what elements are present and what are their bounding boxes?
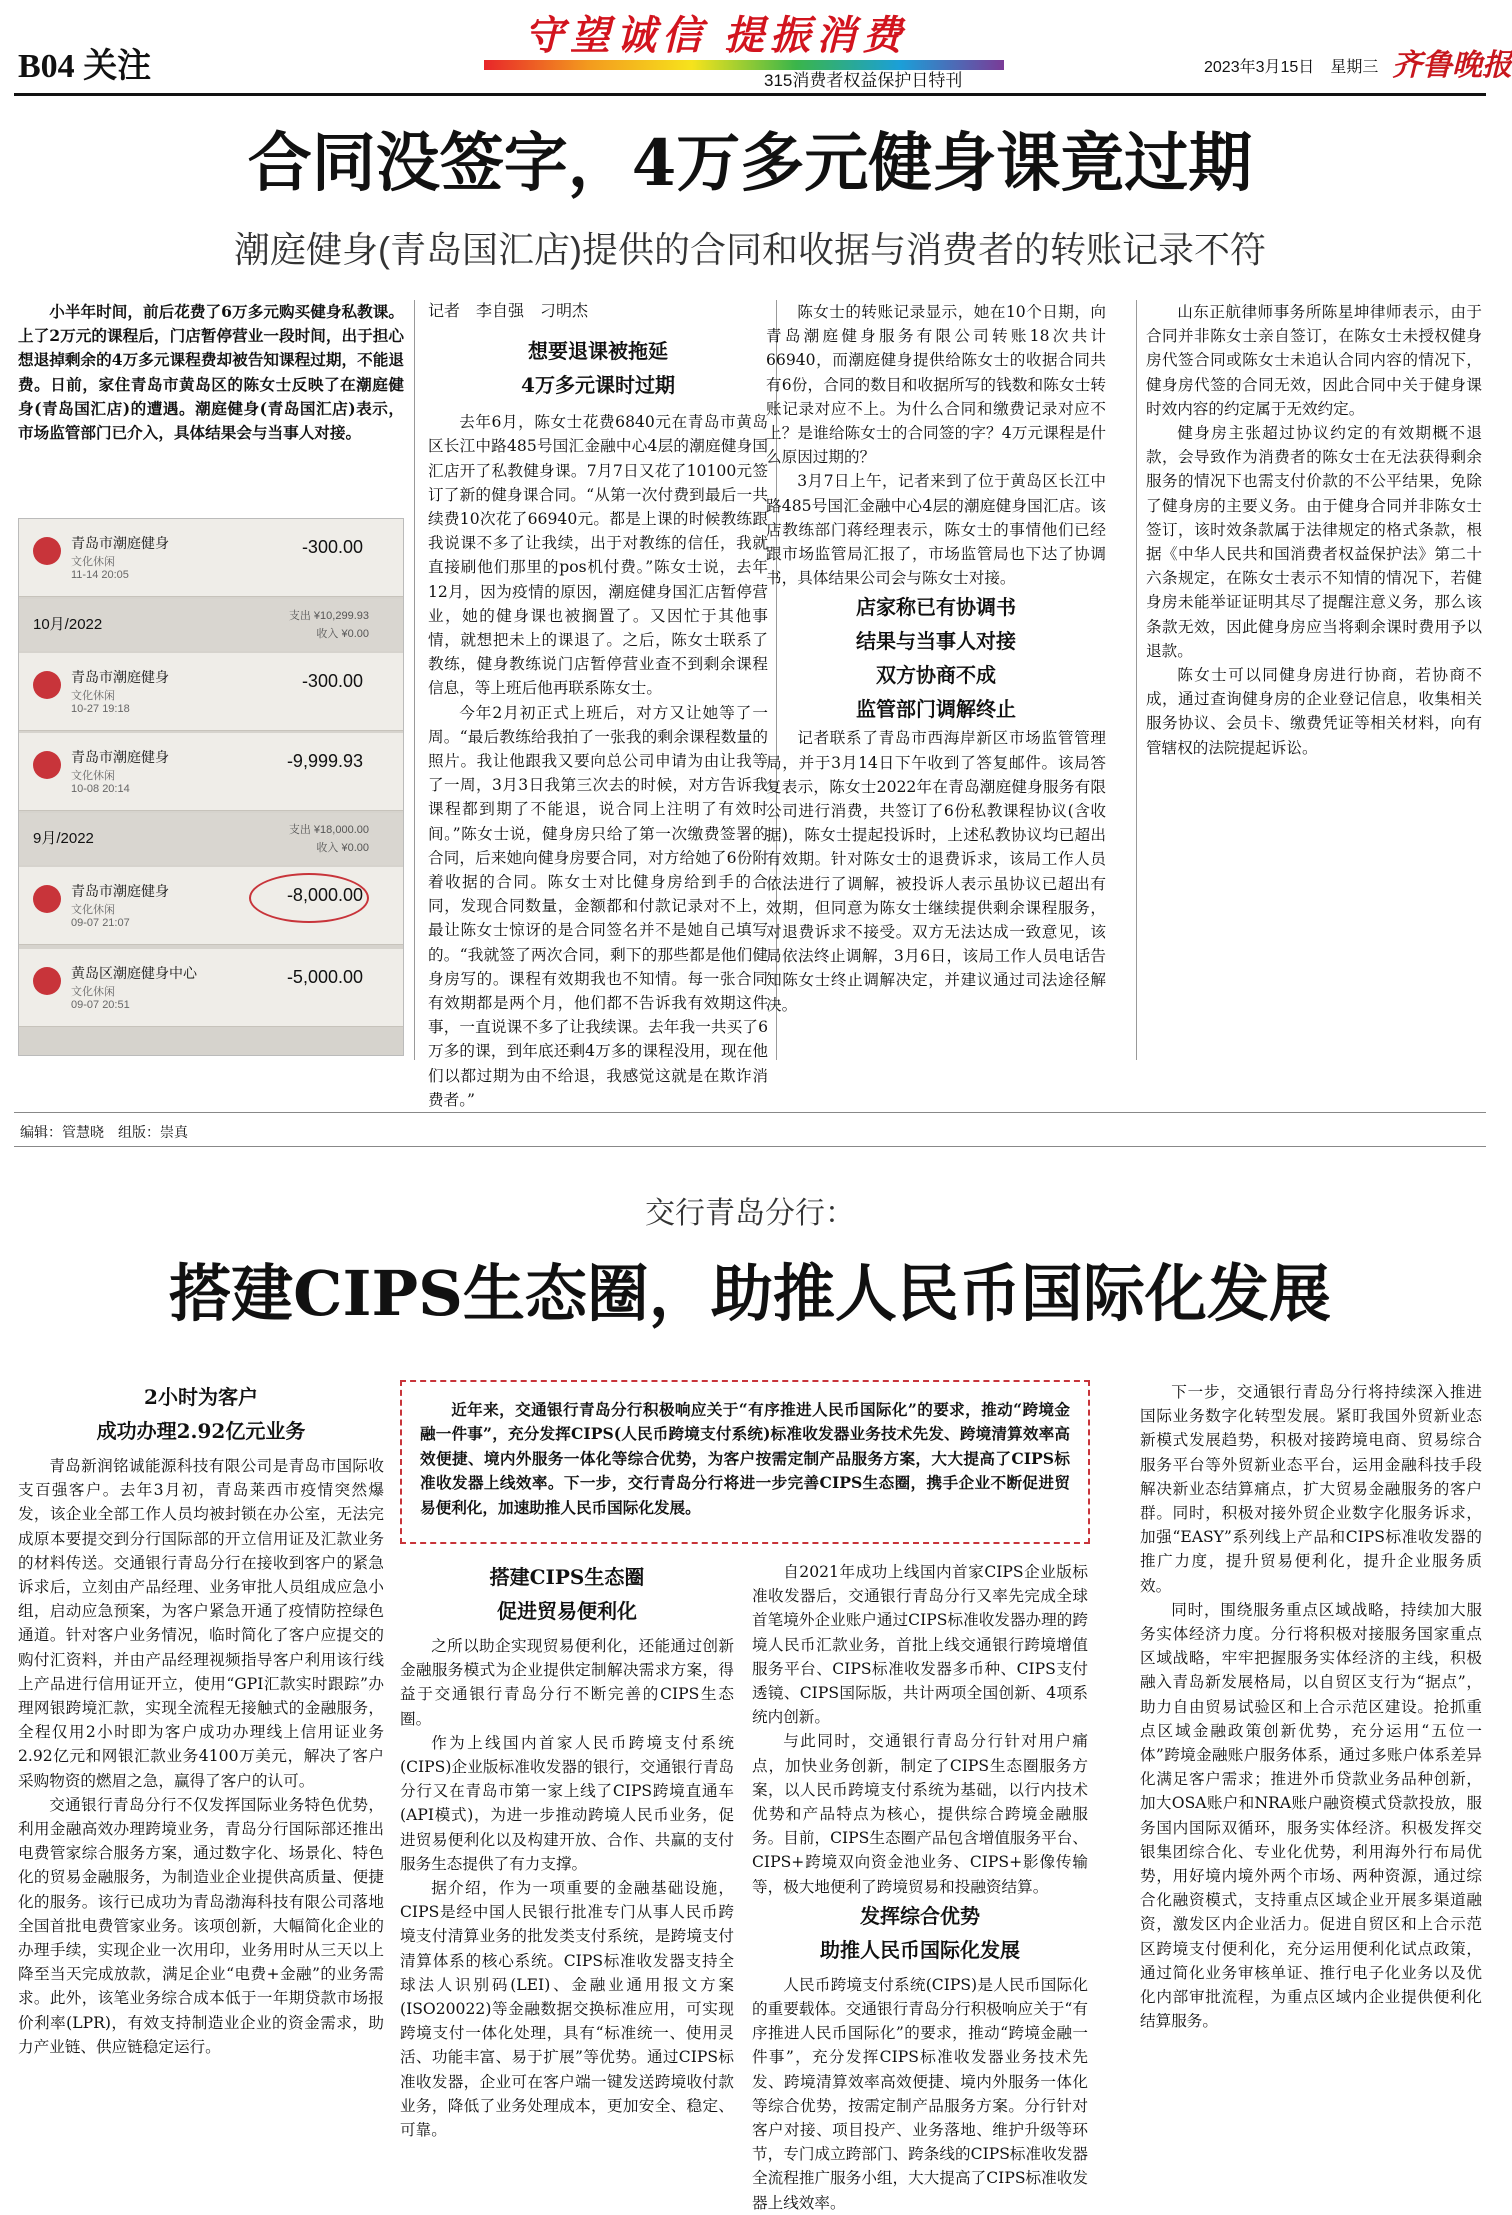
subheading: 结果与当事人对接 xyxy=(856,629,1016,654)
body-paragraph: 去年6月，陈女士花费6840元在青岛市黄岛区长江中路485号国汇金融中心4层的潮庭健身国汇店开了私教健身课。7月7日又花了10100元签订了新的健身课合同。“从第一次付费到最后一共续费10次花了66940元。都是上课的时候教练跟我说课不多了让我续，出于对教练的信任，我就直接刷他们那里的pos机付费。”陈女士说，去年12月，因为疫情的原因，潮庭健身国汇店暂停营业，她的健身课也被搁置了。又因忙于其他事情，就想把未上的课退了。之后，陈女士联系了教练，健身教练说门店暂停营业查不到剩余课程信息，等上班后他再联系陈女士。 xyxy=(428,413,768,698)
transfer-records-photo xyxy=(18,518,404,1056)
merchant-logo-icon xyxy=(33,537,61,565)
subheading: 促进贸易便利化 xyxy=(497,1599,637,1623)
subheading: 助推人民币国际化发展 xyxy=(820,1937,1020,1962)
body-paragraph: 自2021年成功上线国内首家CIPS企业版标准收发器后，交通银行青岛分行又率先完成全球首笔境外企业账户通过CIPS标准收发器办理的跨境人民币汇款业务，首批上线交通银行跨境增值服务平台、CIPS标准收发器多币种、CIPS支付透镜、CIPS国际版，共计两项全国创新、4项系统内创新。 xyxy=(752,1563,1088,1727)
section-divider xyxy=(14,1112,1486,1113)
body-paragraph: 健身房主张超过协议约定的有效期概不退款，会导致作为消费者的陈女士在无法获得剩余服务的情况下也需支付价款的不公平结果，免除了健身房的主要义务。由于健身合同并非陈女士签订，该时效条款属于法律规定的格式条款，根据《中华人民共和国消费者权益保护法》第二十六条规定，在陈女士表示不知情的情况下，若健身房未能举证证明其尽了提醒注意义务，那么该条款无效，因此健身房应当将剩余课时费用予以退款。 xyxy=(1146,424,1482,660)
column-rule xyxy=(414,300,415,1060)
summary-text: 近年来，交通银行青岛分行积极响应关于“有序推进人民币国际化”的要求，推动“跨境金融一件事”，充分发挥CIPS(人民币跨境支付系统)标准收发器业务技术先发、跨境清算效率高效便捷、境内外服务一体化等综合优势，为客户按需定制产品服务方案，大大提高了CIPS标准收发器上线效率。下一步，交行青岛分行将进一步完善CIPS生态圈，携手企业不断促进贸易便利化，加速助推人民币国际化发展。 xyxy=(420,1400,1070,1517)
article1-lead xyxy=(18,300,404,510)
body-paragraph: 交通银行青岛分行不仅发挥国际业务特色优势，利用金融高效办理跨境业务，青岛分行国际部还推出电费管家综合服务方案，通过数字化、场景化、特色化的贸易金融服务，为制造业企业提供高质量、便捷化的服务。该行已成功为青岛渤海科技有限公司落地全国首批电费管家业务。该项创新，大幅简化企业的办理手续，实现企业一次用印，业务用时从三天以上降至当天完成放款，满足企业“电费+金融”的业务需求。此外，该笔业务综合成本低于一年期贷款市场报价利率(LPR)，有效支持制造业企业的资金需求，助力产业链、供应链稳定运行。 xyxy=(18,1795,384,2056)
body-paragraph: 3月7日上午，记者来到了位于黄岛区长江中路485号国汇金融中心4层的潮庭健身国汇店。该店教练部门蒋经理表示，陈女士的事情他们已经跟市场监管局汇报了，市场监管局也下达了协调书，具体结果公司会与陈女士对接。 xyxy=(766,472,1106,588)
article2-column-3 xyxy=(752,1560,1088,2212)
article1-headline: 合同没签字，4万多元健身课竟过期 xyxy=(247,126,1253,201)
issue-date: 2023年3月15日 星期三 xyxy=(1204,59,1379,76)
subheading: 双方协商不成 xyxy=(876,663,996,688)
subheading: 搭建CIPS生态圈 xyxy=(489,1565,645,1589)
body-paragraph: 陈女士可以同健身房进行协商，若协商不成，通过查询健身房的企业登记信息，收集相关服务协议、会员卡、缴费凭证等相关材料，向有管辖权的法院提起诉讼。 xyxy=(1146,666,1482,757)
body-paragraph: 记者联系了青岛市西海岸新区市场监管管理局，并于3月14日下午收到了答复邮件。该局答复表示，陈女士2022年在青岛潮庭健身服务有限公司进行消费，共签订了6份私教课程协议(含收据)，陈女士提起投诉时，上述私教协议均已超出有效期。针对陈女士的退费诉求，该局工作人员依法进行了调解，被投诉人表示虽协议已超出有效期，但同意为陈女士继续提供剩余课程服务，对退费诉求不接受。双方无法达成一致意见，该局依法终止调解，3月6日，该局工作人员电话告知陈女士终止调解决定，并建议通过司法途径解决。 xyxy=(766,729,1106,1014)
body-paragraph: 与此同时，交通银行青岛分行针对用户痛点，加快业务创新，制定了CIPS生态圈服务方案，以人民币跨境支付系统为基础，以行内技术优势和产品特点为核心，提供综合跨境金融服务。目前，CIPS生态圈产品包含增值服务平台、CIPS+跨境双向资金池业务、CIPS+影像传输等，极大地便利了跨境贸易和投融资结算。 xyxy=(752,1732,1088,1896)
newspaper-logo: 齐鲁晚报 xyxy=(1392,48,1512,83)
subheading: 店家称已有协调书 xyxy=(856,595,1016,620)
transfer-record: 黄岛区潮庭健身中心 文化休闲 09-07 20:51 -5,000.00 xyxy=(19,949,403,1027)
column-rule xyxy=(1136,300,1137,1060)
article1-column-2 xyxy=(428,300,768,1109)
subheading: 2小时为客户 xyxy=(144,1385,258,1409)
subheading: 4万多元课时过期 xyxy=(521,373,675,398)
subheading: 监管部门调解终止 xyxy=(856,697,1016,722)
body-paragraph: 山东正航律师事务所陈星坤律师表示，由于合同并非陈女士亲自签订，在陈女士未授权健身房代签合同或陈女士未追认合同内容的情况下，健身房代签的合同无效，因此合同中关于健身课时效内容的约定属于无效约定。 xyxy=(1146,303,1482,418)
transfer-record: 青岛市潮庭健身 文化休闲 09-07 21:07 -8,000.00 xyxy=(19,867,403,945)
article2-column-2 xyxy=(400,1560,734,2190)
summary-box xyxy=(400,1380,1090,1544)
subheading: 发挥综合优势 xyxy=(860,1903,980,1928)
section-divider xyxy=(14,1146,1486,1147)
month-divider: 10月/2022 支出 ¥10,299.93 收入 ¥0.00 xyxy=(19,599,403,651)
article2-column-1 xyxy=(18,1380,384,2190)
article2-kicker: 交行青岛分行： xyxy=(645,1197,855,1230)
banner-title: 守望诚信 提振消费 xyxy=(524,13,908,58)
byline: 记者 李自强 刁明杰 xyxy=(428,303,589,320)
merchant-logo-icon xyxy=(33,671,61,699)
special-issue-banner xyxy=(484,4,1004,90)
body-paragraph: 据介绍，作为一项重要的金融基础设施，CIPS是经中国人民银行批准专门从事人民币跨境支付清算业务的批发类支付系统，是跨境支付清算体系的核心系统。CIPS标准收发器支持全球法人识别码(LEI)、金融业通用报文方案(ISO20022)等金融数据交换标准应用，可实现跨境支付一体化处理，具有“标准统一、使用灵活、功能丰富、易于扩展”等优势。通过CIPS标准收发器，企业可在客户端一键发送跨境收付款业务，降低了业务处理成本，更加安全、稳定、可靠。 xyxy=(400,1879,734,2140)
body-paragraph: 之所以助企实现贸易便利化，还能通过创新金融服务模式为企业提供定制解决需求方案，得益于交通银行青岛分行不断完善的CIPS生态圈。 xyxy=(400,1637,734,1728)
banner-subtitle: 315消费者权益保护日特刊 xyxy=(764,71,963,90)
body-paragraph: 作为上线国内首家人民币跨境支付系统(CIPS)企业版标准收发器的银行，交通银行青岛分行又在青岛市第一家上线了CIPS跨境直通车(API模式)，为进一步推动跨境人民币业务，促进贸易便利化以及构建开放、合作、共赢的支付服务生态提供了有力支撑。 xyxy=(400,1733,734,1873)
article1-column-3 xyxy=(766,300,1106,1060)
merchant-logo-icon xyxy=(33,967,61,995)
body-paragraph: 陈女士的转账记录显示，她在10个日期，向青岛潮庭健身服务有限公司转账18次共计66940，而潮庭健身提供给陈女士的收据合同共有6份，合同的数目和收据所写的钱数和陈女士转账记录对应不上。为什么合同和缴费记录对应不上？是谁给陈女士的合同签的字？4万元课程是什么原因过期的？ xyxy=(766,303,1106,467)
body-paragraph: 同时，围绕服务重点区域战略，持续加大服务实体经济力度。分行将积极对接服务国家重点区域战略，牢牢把握服务实体经济的主线，积极融入青岛新发展格局，以自贸区支行为“据点”，助力自由贸易试验区和上合示范区建设。抢抓重点区域金融政策创新优势，充分运用“五位一体”跨境金融账户服务体系，通过多账户体系差异化满足客户需求；推进外币贷款业务品种创新，加大OSA账户和NRA账户融资模式贷款投放，服务国内国际双循环，服务实体经济。积极发挥交银集团综合化、专业化优势，利用海外行布局优势，用好境内境外两个市场、两种资源，通过综合化融资模式，支持重点区域企业开展多渠道融资，激发区内企业活力。促进自贸区和上合示范区跨境支付便利化，充分运用便利化试点政策，通过简化业务审核单证、推行电子化业务以及优化内部审批流程，为重点区域内企业提供便利化结算服务。 xyxy=(1140,1600,1482,2031)
body-paragraph: 今年2月初正式上班后，对方又让她等了一周。“最后教练给我拍了一张我的剩余课程数量的照片。我让他跟我又要向总公司申请为由让我等了一周，3月3日我第三次去的时候，对方告诉我课程都到期了不能退，说合同上注明了有效时间。”陈女士说，健身房只给了第一次缴费签署的合同，后来她向健身房要合同，对方给她了6份附着收据的合同。陈女士对比健身房给到手的合同，发现合同数量，金额都和付款记录对不上，最让陈女士惊讶的是合同签名并不是她自己填写的。“我就签了两次合同，剩下的那些都是他们健身房写的。课程有效期我也不知情。每一张合同有效期都是两个月，他们都不告诉我有效期这件事，一直说课不多了让我续课。去年我一共买了6万多的课，到年底还剩4万多的课程没用，现在他们以都过期为由不给退，我感觉这就是在欺诈消费者。” xyxy=(428,703,768,1109)
subheading: 想要退课被拖延 xyxy=(528,339,668,364)
red-circle-annotation xyxy=(249,873,369,923)
page-label: B04 关注 xyxy=(18,48,152,85)
editor-credits: 编辑：管慧晓 组版：崇真 xyxy=(20,1124,188,1140)
page-header xyxy=(14,0,1512,96)
article1-column-4 xyxy=(1146,300,1482,1060)
subheading: 成功办理2.92亿元业务 xyxy=(96,1419,306,1443)
lead-paragraph: 小半年时间，前后花费了6万多元购买健身私教课。上了2万元的课程后，门店暂停营业一段时间，出于担心想退掉剩余的4万多元课程费却被告知课程过期，不能退费。日前，家住青岛市黄岛区的陈女士反映了在潮庭健身(青岛国汇店)的遭遇。潮庭健身(青岛国汇店)表示，市场监管部门已介入，具体结果会与当事人对接。 xyxy=(18,302,404,443)
merchant-logo-icon xyxy=(33,885,61,913)
article2-column-4 xyxy=(1140,1380,1482,2190)
month-divider: 9月/2022 支出 ¥18,000.00 收入 ¥0.00 xyxy=(19,813,403,865)
merchant-logo-icon xyxy=(33,751,61,779)
body-paragraph: 下一步，交通银行青岛分行将持续深入推进国际业务数字化转型发展。紧盯我国外贸新业态新模式发展趋势，积极对接跨境电商、贸易综合服务平台等外贸新业态平台，运用金融科技手段解决新业态结算痛点，扩大贸易金融服务的客户群。同时，积极对接外贸企业数字化服务诉求，加强“EASY”系列线上产品和CIPS标准收发器的推广力度，提升贸易便利化，提升企业服务质效。 xyxy=(1140,1383,1482,1595)
article1-subheadline: 潮庭健身(青岛国汇店)提供的合同和收据与消费者的转账记录不符 xyxy=(234,229,1266,270)
article2-headline: 搭建CIPS生态圈，助推人民币国际化发展 xyxy=(169,1257,1331,1330)
transfer-record: 青岛市潮庭健身 文化休闲 10-08 20:14 -9,999.93 xyxy=(19,733,403,811)
transfer-record: 青岛市潮庭健身 文化休闲 11-14 20:05 -300.00 xyxy=(19,519,403,597)
transfer-record: 青岛市潮庭健身 文化休闲 10-27 19:18 -300.00 xyxy=(19,653,403,731)
body-paragraph: 人民币跨境支付系统(CIPS)是人民币国际化的重要载体。交通银行青岛分行积极响应关于“有序推进人民币国际化”的要求，推动“跨境金融一件事”，充分发挥CIPS标准收发器业务技术先发、跨境清算效率高效便捷、境内外服务一体化等综合优势，按需定制产品服务方案。分行针对客户对接、项目投产、业务落地、维护升级等环节，专门成立跨部门、跨条线的CIPS标准收发器全流程推广服务小组，大大提高了CIPS标准收发器上线效率。 xyxy=(752,1975,1088,2212)
body-paragraph: 青岛新润铭诚能源科技有限公司是青岛市国际收支百强客户。去年3月初，青岛莱西市疫情突然爆发，该企业全部工作人员均被封锁在办公室，无法完成原本要提交到分行国际部的开立信用证及汇款业务的材料传送。交通银行青岛分行在接收到客户的紧急诉求后，立刻由产品经理、业务审批人员组成应急小组，启动应急预案，为客户紧急开通了疫情防控绿色通道。针对客户业务情况，临时简化了客户应提交的购付汇资料，并由产品经理视频指导客户利用该行线上产品进行信用证开立，使用“GPI汇款实时跟踪”办理网银跨境汇款，实现全流程无接触式的金融服务，全程仅用2小时即为客户成功办理线上信用证业务2.92亿元和网银汇款业务4100万美元，解决了客户采购物资的燃眉之急，赢得了客户的认可。 xyxy=(18,1457,384,1790)
